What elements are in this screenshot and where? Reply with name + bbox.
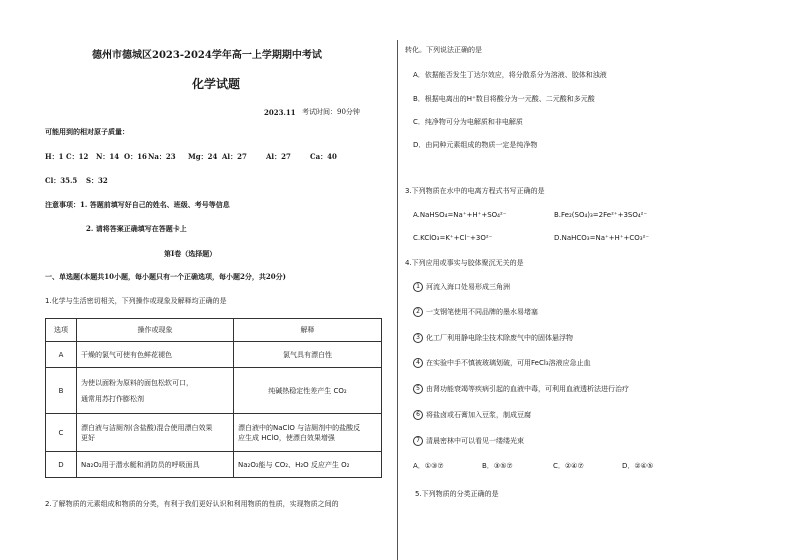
cell-line: 通常用苏打作膨松剂 bbox=[81, 394, 144, 403]
cell-line: Na₂O₂用于潜水艇和消防员的呼吸面具 bbox=[81, 460, 200, 469]
question-4-item bbox=[413, 436, 524, 446]
question-3-option: D.NaHCO₃=Na⁺+H⁺+CO₃²⁻ bbox=[554, 234, 650, 242]
atomic-mass-label: 可能用到的相对原子质量： bbox=[45, 127, 129, 136]
item-number: 3 bbox=[413, 333, 423, 343]
item-number: 2 bbox=[413, 307, 423, 317]
table-row bbox=[46, 342, 382, 368]
item-number: 5 bbox=[413, 384, 423, 394]
explanation-cell bbox=[234, 342, 382, 368]
section-description: 一、单选题(本题共10小题，每小题只有一个正确选项，每小题2分，共20分) bbox=[45, 272, 286, 281]
cell-line: 为使以面粉为原料的面包松软可口， bbox=[81, 378, 193, 387]
exam-title: 德州市德城区2023-2024学年高一上学期期中考试 bbox=[92, 50, 322, 61]
atomic-mass-item: O：16 bbox=[124, 152, 147, 161]
question-4-item bbox=[413, 282, 510, 292]
atomic-mass-item: Al：27 bbox=[266, 152, 291, 161]
question-4-item bbox=[413, 333, 573, 343]
question-2-continuation: 转化。下列说法正确的是 bbox=[405, 46, 482, 54]
table-header: 选项 bbox=[46, 319, 77, 342]
item-text: 在实验中手不慎被玻璃划破，可用FeCl₃溶液应急止血 bbox=[426, 359, 591, 367]
question-2-option: B．根据电离出的H⁺数目将酸分为一元酸、二元酸和多元酸 bbox=[413, 95, 595, 103]
option-cell: D bbox=[46, 452, 77, 478]
item-text: 河流入海口处易形成三角洲 bbox=[426, 283, 510, 291]
item-text: 将盐卤或石膏加入豆浆，制成豆腐 bbox=[426, 411, 531, 419]
explanation-cell bbox=[234, 452, 382, 478]
operation-cell bbox=[77, 342, 234, 368]
table-row bbox=[46, 368, 382, 414]
item-number: 4 bbox=[413, 358, 423, 368]
item-number: 6 bbox=[413, 410, 423, 420]
atomic-mass-item: Al：27 bbox=[222, 152, 247, 161]
cell-line: Na₂O₂能与 CO₂、H₂O 反应产生 O₂ bbox=[238, 460, 350, 469]
question-3-option: B.Fe₂(SO₄)₃=2Fe²⁺+3SO₄²⁻ bbox=[554, 211, 648, 219]
question-2-option: D．由同种元素组成的物质一定是纯净物 bbox=[413, 141, 538, 149]
question-4-option: C．②④⑦ bbox=[553, 462, 584, 470]
question-4-stem: 4.下列应用或事实与胶体聚沉无关的是 bbox=[405, 259, 524, 267]
option-cell: B bbox=[46, 368, 77, 414]
question-4-item bbox=[413, 307, 538, 317]
item-text: 化工厂利用静电除尘技术除废气中的固体悬浮物 bbox=[426, 334, 573, 342]
option-cell: C bbox=[46, 414, 77, 452]
item-text: 清晨密林中可以看见一缕缕光束 bbox=[426, 437, 524, 445]
cell-line: 应生成 HClO，使漂白效果增强 bbox=[238, 433, 335, 442]
question-2-stem: 2.了解物质的元素组成和物质的分类，有利于我们更好认识和利用物质的性质，实现物质之间的 bbox=[45, 500, 339, 508]
notice-2: 2. 请将答案正确填写在答题卡上 bbox=[86, 224, 187, 233]
atomic-mass-item: Ca：40 bbox=[310, 152, 337, 161]
question-2-option: C．纯净物可分为电解质和非电解质 bbox=[413, 118, 523, 126]
cell-line: 纯碱热稳定性差产生 CO₂ bbox=[268, 386, 347, 395]
exam-subtitle: 化学试题 bbox=[192, 77, 241, 91]
table-row bbox=[46, 452, 382, 478]
explanation-cell bbox=[234, 368, 382, 414]
operation-cell bbox=[77, 452, 234, 478]
table-header: 解释 bbox=[234, 319, 382, 342]
question-1-stem: 1.化学与生活密切相关，下列操作或现象及解释均正确的是 bbox=[45, 297, 227, 305]
exam-date: 2023.11 bbox=[264, 108, 296, 117]
question-4-option: A．①③⑦ bbox=[413, 462, 444, 470]
option-cell: A bbox=[46, 342, 77, 368]
cell-line: 漂白液与洁厕剂(含盐酸)混合使用漂白效果 bbox=[81, 423, 213, 432]
notice-1: 注意事项：1. 答题前填写好自己的姓名、班级、考号等信息 bbox=[45, 200, 230, 209]
question-4-item bbox=[413, 410, 531, 420]
explanation-cell bbox=[234, 414, 382, 452]
cell-line: 漂白液中的NaClO 与洁厕剂中的盐酸反 bbox=[238, 423, 361, 432]
atomic-mass-item: C：12 bbox=[66, 152, 89, 161]
atomic-mass-item: Cl：35.5 bbox=[45, 176, 78, 185]
question-2-option: A．依据能否发生丁达尔效应，将分散系分为溶液、胶体和浊液 bbox=[413, 71, 607, 79]
table-header: 操作或现象 bbox=[77, 319, 234, 342]
atomic-mass-item: Na：23 bbox=[148, 152, 176, 161]
atomic-mass-item: H：1 bbox=[45, 152, 64, 161]
item-text: 由肾功能衰竭等疾病引起的血液中毒，可利用血液透析法进行治疗 bbox=[426, 385, 629, 393]
item-text: 一支钢笔使用不同品牌的墨水易堵塞 bbox=[426, 308, 538, 316]
question-4-item bbox=[413, 358, 591, 368]
question-3-option: A.NaHSO₄=Na⁺+H⁺+SO₄²⁻ bbox=[413, 211, 507, 219]
operation-cell bbox=[77, 368, 234, 414]
question-3-stem: 3.下列物质在水中的电离方程式书写正确的是 bbox=[405, 187, 545, 195]
table-header-row bbox=[46, 319, 382, 342]
operation-cell bbox=[77, 414, 234, 452]
question-3-option: C.KClO₃=K⁺+Cl⁻+3O²⁻ bbox=[413, 234, 493, 242]
question-1-table bbox=[45, 318, 382, 478]
cell-line: 干燥的氯气可使有色鲜花褪色 bbox=[81, 350, 172, 359]
item-number: 1 bbox=[413, 282, 423, 292]
section-title: 第Ⅰ卷（选择题） bbox=[164, 249, 217, 258]
question-4-item bbox=[413, 384, 629, 394]
atomic-mass-item: N：14 bbox=[96, 152, 120, 161]
column-divider bbox=[397, 40, 398, 560]
table-row bbox=[46, 414, 382, 452]
cell-line: 更好 bbox=[81, 433, 95, 442]
cell-line: 氯气具有漂白性 bbox=[283, 350, 332, 359]
question-4-option: D．②④⑤ bbox=[622, 462, 654, 470]
question-4-option: B．③⑤⑦ bbox=[482, 462, 513, 470]
atomic-mass-item: Mg：24 bbox=[188, 152, 218, 161]
item-number: 7 bbox=[413, 436, 423, 446]
question-5-stem: 5.下列物质的分类正确的是 bbox=[415, 490, 499, 498]
atomic-mass-item: S：32 bbox=[86, 176, 108, 185]
exam-time: 考试时间：90分钟 bbox=[302, 108, 360, 116]
